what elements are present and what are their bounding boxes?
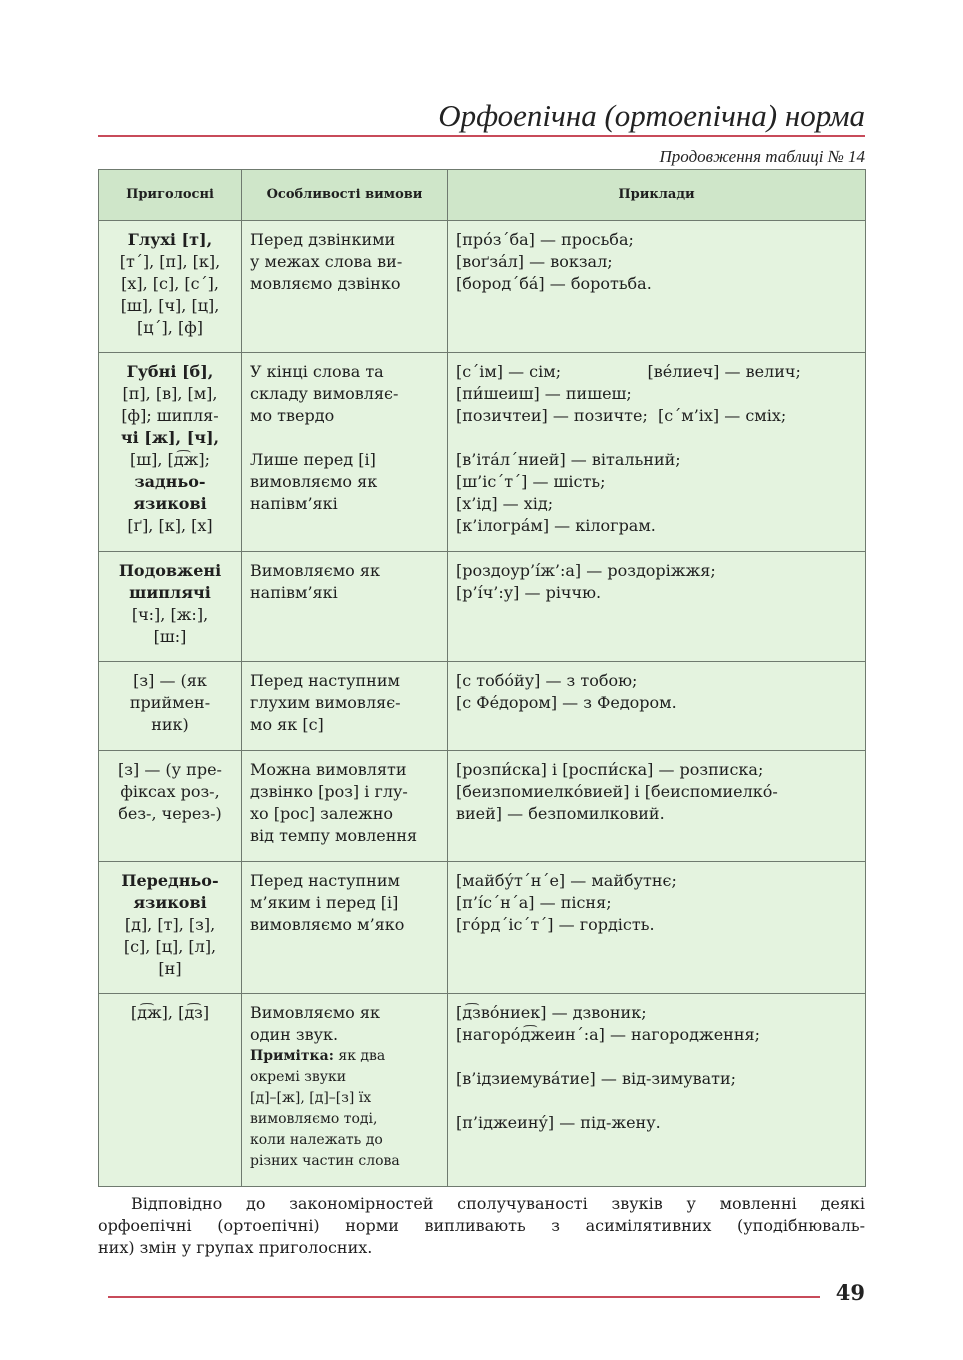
table-continuation-caption: Продовження таблиці № 14 — [659, 147, 865, 166]
consonant-line: [ш:] — [153, 627, 187, 646]
example-line: [розпи́ска] і [роспи́ска] — розписка; — [456, 760, 764, 779]
note — [250, 1046, 439, 1172]
example-line: [про́з´ба] — просьба; — [456, 230, 634, 249]
feature-line: Вимовляємо як — [250, 1003, 380, 1022]
feature-line: Можна вимовляти — [250, 760, 407, 779]
example-line: [беизпомиелко́виeй] і [беиспомиелко́- — [456, 782, 778, 801]
feature-line: глухим вимовляє- — [250, 693, 401, 712]
example-line: [с Фе́дором] — з Федором. — [456, 693, 677, 712]
consonant-line: Подовжені — [118, 561, 222, 580]
consonants-cell — [99, 221, 242, 353]
example-line: [х’ід] — хід; — [456, 494, 554, 513]
footer-rule — [108, 1296, 820, 1298]
example-line: [пи́шеиш] — пишеш; — [456, 384, 632, 403]
spacer — [456, 427, 857, 449]
feature-line: у межах слова ви- — [250, 252, 403, 271]
note-line: коли належать до — [250, 1132, 383, 1148]
example-line: [к’ілогра́м] — кілограм. — [456, 516, 656, 535]
consonant-line: [п], [в], [м], — [122, 384, 218, 403]
body-paragraph — [98, 1193, 865, 1259]
feature-line: Лише перед [і] — [250, 450, 376, 469]
table-row — [99, 552, 866, 662]
consonant-line: без-, через-) — [118, 804, 222, 823]
example-line: [п’іджеину́] — під-жену. — [456, 1113, 661, 1132]
example-line: [п’і́с´н´а] — пісня; — [456, 893, 612, 912]
feature-line: мовляємо дзвінко — [250, 274, 401, 293]
column-header-features: Особливості вимови — [242, 170, 448, 221]
feature-line: Перед наступним — [250, 871, 400, 890]
phonetics-table — [98, 169, 866, 1187]
consonant-line: [н] — [158, 959, 182, 978]
example-line: [го́рд´іс´т´] — гордість. — [456, 915, 655, 934]
consonants-cell — [99, 662, 242, 751]
spacer — [456, 1046, 857, 1068]
running-header-title: Орфоепічна (ортоепічна) норма — [438, 98, 865, 133]
consonant-line: Губні [б], — [126, 362, 214, 381]
examples-cell — [448, 862, 866, 994]
consonant-line: язикові — [133, 893, 207, 912]
example-line: [с´ім] — сім; [ве́лиеч] — велич; — [456, 362, 801, 381]
consonant-line: фіксах роз-, — [120, 782, 220, 801]
table-row — [99, 994, 866, 1187]
features-cell — [242, 662, 448, 751]
feature-line: напівм’які — [250, 494, 338, 513]
consonant-line: чі [ж], [ч], — [120, 428, 220, 447]
feature-line: вимовляємо як — [250, 472, 378, 491]
consonant-line: [ш], [ч], [ц], — [120, 296, 220, 315]
paragraph-line: Відповідно до закономірностей сполучуваності звуків у мовленні деякі — [131, 1194, 865, 1213]
feature-line: Перед дзвінкими — [250, 230, 396, 249]
examples-cell — [448, 353, 866, 552]
consonant-line: задньо- — [134, 472, 206, 491]
note-line: [д]–[ж], [д]–[з] їх — [250, 1090, 372, 1106]
feature-line: У кінці слова та — [250, 362, 384, 381]
example-line: [ш’іс´т´] — шість; — [456, 472, 606, 491]
consonant-line: ник) — [151, 715, 189, 734]
consonant-line: [с], [ц], [л], — [123, 937, 217, 956]
paragraph-line: них) змін у групах приголосних. — [98, 1238, 373, 1257]
column-header-consonants: Приголосні — [99, 170, 242, 221]
example-line: [с тобо́йу] — з тобою; — [456, 671, 638, 690]
consonant-line: [ф]; шипля- — [121, 406, 219, 425]
feature-line: Перед наступним — [250, 671, 400, 690]
feature-line: дзвінко [роз] і глу- — [250, 782, 408, 801]
page-number: 49 — [835, 1280, 865, 1305]
header-rule — [98, 135, 865, 137]
example-line: [в’ідзиемува́тие] — від-зимувати; — [456, 1069, 737, 1088]
consonants-cell — [99, 994, 242, 1187]
consonants-cell — [99, 353, 242, 552]
example-line: [позичтеи] — позичте; [с´м’іх] — сміх; — [456, 406, 787, 425]
paragraph-line: орфоепічні (ортоепічні) норми випливають з асимілятивних (уподібнюваль- — [98, 1216, 865, 1235]
consonant-line: [ц´], [ф] — [137, 318, 203, 337]
example-line: виeй] — безпомилковий. — [456, 804, 665, 823]
examples-cell — [448, 662, 866, 751]
examples-cell — [448, 994, 866, 1187]
note-line: вимовляємо тоді, — [250, 1111, 378, 1127]
feature-line: від темпу мовлення — [250, 826, 418, 845]
note-line: різних частин слова — [250, 1153, 400, 1169]
consonant-line: [ш], [д͡ж]; — [130, 450, 210, 469]
spacer — [250, 427, 439, 449]
consonants-cell — [99, 862, 242, 994]
consonant-line: [з] — (у пре- — [118, 760, 222, 779]
examples-cell — [448, 221, 866, 353]
table-row — [99, 662, 866, 751]
feature-line: м’яким і перед [і] — [250, 893, 399, 912]
example-line: [бород´ба́] — боротьба. — [456, 274, 652, 293]
features-cell — [242, 751, 448, 862]
consonant-line: Передньо- — [121, 871, 219, 890]
consonant-line: [д], [т], [з], — [124, 915, 216, 934]
example-line: [нагоро́д͡жеин´:а] — нагородження; — [456, 1025, 760, 1044]
example-line: [роздоур’і́ж’:а] — роздоріжжя; — [456, 561, 716, 580]
examples-cell — [448, 751, 866, 862]
consonant-line: [х], [с], [с´], — [121, 274, 219, 293]
table-header-row — [99, 170, 866, 221]
consonant-line: [з] — (як — [133, 671, 207, 690]
example-line: [воґза́л] — вокзал; — [456, 252, 613, 271]
note-line: окремі звуки — [250, 1069, 347, 1085]
consonant-line: [ґ], [к], [х] — [127, 516, 213, 535]
example-line: [р’і́ч’:у] — річчю. — [456, 583, 602, 602]
consonant-line: шиплячі — [129, 583, 211, 602]
consonant-line: приймен- — [129, 693, 211, 712]
example-line: [майбу́т´н´е] — майбутнє; — [456, 871, 677, 890]
features-cell — [242, 862, 448, 994]
table-row — [99, 353, 866, 552]
consonants-cell — [99, 552, 242, 662]
feature-line: хо [рос] залежно — [250, 804, 394, 823]
consonant-line: [т´], [п], [к], — [119, 252, 221, 271]
features-cell — [242, 994, 448, 1187]
feature-line: мо твердо — [250, 406, 335, 425]
feature-line: напівм’які — [250, 583, 338, 602]
features-cell — [242, 221, 448, 353]
feature-line: складу вимовляє- — [250, 384, 399, 403]
feature-line: один звук. — [250, 1025, 339, 1044]
features-cell — [242, 353, 448, 552]
note-label: Примітка: — [250, 1048, 334, 1064]
note-line: як два — [333, 1048, 386, 1064]
feature-line: мо як [с] — [250, 715, 324, 734]
consonant-line: [д͡ж], [д͡з] — [130, 1003, 210, 1022]
table-row — [99, 751, 866, 862]
consonant-line: Глухі [т], — [127, 230, 213, 249]
spacer — [456, 1090, 857, 1112]
feature-line: вимовляємо м’яко — [250, 915, 405, 934]
example-line: [в’іта́л´ниeй] — вітальний; — [456, 450, 681, 469]
consonant-line: [ч:], [ж:], — [131, 605, 209, 624]
examples-cell — [448, 552, 866, 662]
consonants-cell — [99, 751, 242, 862]
column-header-examples: Приклади — [448, 170, 866, 221]
feature-line: Вимовляємо як — [250, 561, 380, 580]
table-row — [99, 862, 866, 994]
table-row — [99, 221, 866, 353]
features-cell — [242, 552, 448, 662]
consonant-line: язикові — [133, 494, 207, 513]
example-line: [д͡зво́ниек] — дзвоник; — [456, 1003, 647, 1022]
